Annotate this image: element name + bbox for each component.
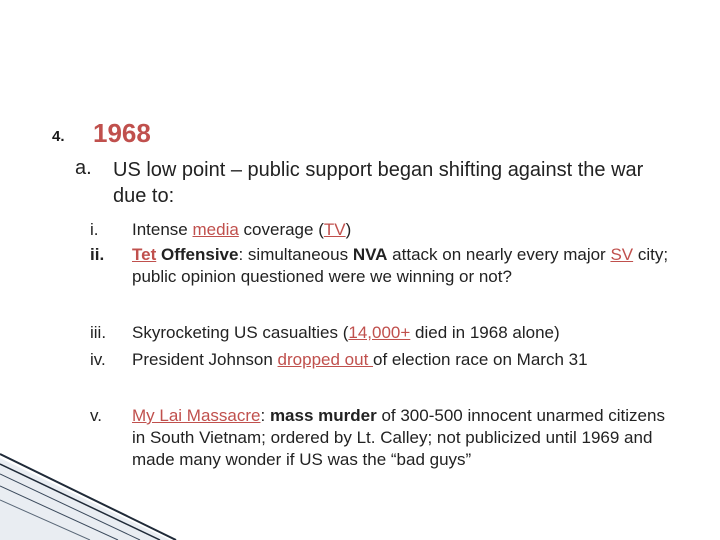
item-text: : simultaneous [238,245,353,264]
item-marker: i. [90,220,99,239]
decorative-corner-lines [0,440,180,540]
list-item-5 [90,405,690,471]
item-text: Skyrocketing US casualties ( [132,323,349,342]
list-item-3 [90,322,690,344]
highlight-term: Tet [132,245,157,264]
item-marker: iii. [90,323,107,342]
item-text: died in 1968 alone) [410,323,560,342]
bold-term: NVA [352,245,388,264]
item-text: of 300-500 innocent unarmed citizens in South Vietnam; ordered by Lt. Calley; not publicized until 1969 and made many wonder if US was the “bad guys” [132,406,665,469]
highlight-term: My Lai Massacre [132,406,261,425]
heading-number: 4. [52,128,65,145]
list-item-1 [90,219,690,241]
item-text: ) [345,220,352,239]
sub-marker: a. [75,157,92,179]
highlight-term: 14,000+ [348,323,411,342]
item-marker: iv. [90,350,106,369]
list-item-4 [90,349,690,371]
highlight-term: dropped out [277,350,374,369]
item-body [132,219,672,241]
item-body [132,322,672,344]
corner-fill [0,458,170,540]
item-text: of election race on March 31 [373,350,588,369]
item-body [132,349,672,371]
item-text: Intense [132,220,193,239]
item-body [132,405,672,471]
item-text: city; public opinion questioned were we winning or not? [132,245,669,286]
item-text: President Johnson [132,350,278,369]
item-text: coverage ( [238,220,324,239]
highlight-term: media [192,220,239,239]
heading-title: 1968 [93,118,151,148]
sub-text: US low point – public support began shifting against the war due to: [113,159,644,207]
highlight-term: TV [323,220,346,239]
item-marker: v. [90,406,102,425]
list-item-2 [90,244,690,288]
item-marker: ii. [90,245,105,264]
item-text: attack on nearly every major [387,245,611,264]
item-body [132,244,672,288]
bold-term: Offensive [160,245,239,264]
bold-term: mass murder [269,406,377,425]
highlight-term: SV [610,245,634,264]
item-text: : [260,406,270,425]
